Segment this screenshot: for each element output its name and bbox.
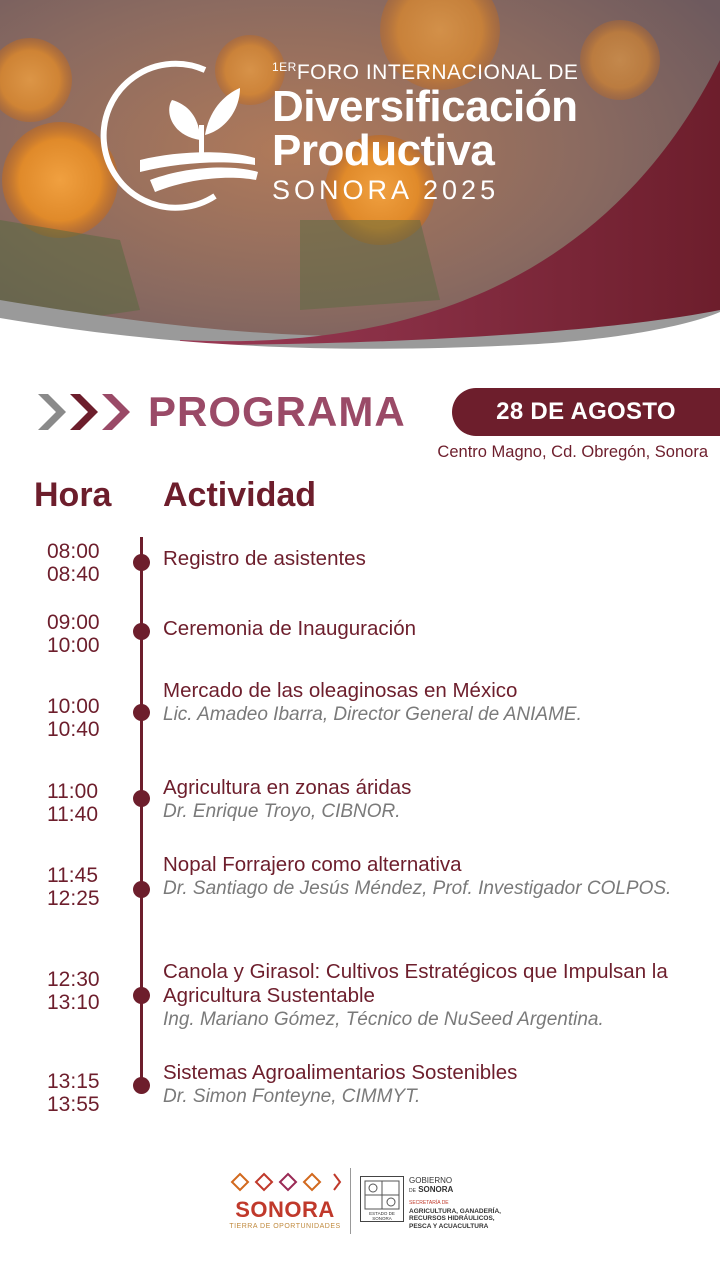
footer-logos [0, 1160, 720, 1240]
sonora-pattern-icon [226, 1172, 344, 1192]
end-time: 12:25 [47, 887, 100, 910]
secretaria-label [409, 1200, 514, 1230]
activity [163, 776, 713, 823]
time-range [47, 968, 100, 1014]
timeline-dot [133, 881, 150, 898]
activity-speaker: Ing. Mariano Gómez, Técnico de NuSeed Argentina. [163, 1009, 604, 1030]
activity [163, 617, 713, 641]
start-time: 08:00 [47, 540, 100, 563]
end-time: 11:40 [47, 803, 98, 826]
sonora-logo [226, 1172, 344, 1230]
program-heading: PROGRAMA [148, 388, 406, 435]
timeline-dot [133, 704, 150, 721]
end-time: 13:10 [47, 991, 100, 1014]
state-seal-icon [360, 1176, 404, 1222]
activity-speaker: Dr. Enrique Troyo, CIBNOR. [163, 801, 401, 822]
time-range [47, 780, 98, 826]
end-time: 10:40 [47, 718, 100, 741]
column-header-activity: Actividad [163, 476, 317, 514]
start-time: 11:45 [47, 864, 98, 887]
time-range [47, 695, 100, 741]
end-time: 08:40 [47, 563, 100, 586]
sonora-wordmark: SONORA [235, 1197, 335, 1222]
time-range [47, 864, 100, 910]
gobierno-label [409, 1176, 453, 1196]
activity [163, 547, 713, 571]
timeline-dot [133, 623, 150, 640]
secretaria-name: AGRICULTURA, GANADERÍA, RECURSOS HIDRÁULICOS, PESCA Y ACUACULTURA [409, 1207, 501, 1230]
hero-banner [0, 0, 720, 375]
activity [163, 960, 713, 1031]
activity-speaker: Lic. Amadeo Ibarra, Director General de ANIAME. [163, 704, 582, 725]
start-time: 11:00 [47, 780, 98, 803]
time-range [47, 540, 100, 586]
activity-title: Registro de asistentes [163, 547, 366, 570]
timeline-dot [133, 987, 150, 1004]
end-time: 10:00 [47, 634, 100, 657]
timeline-dot [133, 554, 150, 571]
forum-prefix: 1ER [272, 60, 297, 74]
activity-title: Canola y Girasol: Cultivos Estratégicos que Impulsan la Agricultura Sustentable [163, 960, 668, 1007]
activity-speaker: Dr. Santiago de Jesús Méndez, Prof. Investigador COLPOS. [163, 878, 672, 899]
event-title-line1: Diversificación [272, 82, 578, 131]
sonora-tagline: TIERRA DE OPORTUNIDADES [229, 1223, 341, 1230]
activity-speaker: Dr. Simon Fonteyne, CIMMYT. [163, 1086, 421, 1107]
activity [163, 679, 713, 726]
forum-line-text: FORO INTERNACIONAL DE [296, 61, 579, 84]
gobierno-sonora: SONORA [418, 1185, 454, 1194]
chevron-arrows-icon [36, 390, 136, 434]
gobierno-text: GOBIERNO [409, 1176, 453, 1185]
event-subtitle: SONORA 2025 [272, 175, 500, 205]
activity [163, 853, 713, 900]
timeline-dot [133, 790, 150, 807]
activity-title: Mercado de las oleaginosas en México [163, 679, 518, 702]
secretaria-prefix: SECRETARÍA DE [409, 1200, 449, 1206]
activity-title: Ceremonia de Inauguración [163, 617, 416, 640]
event-logo-text [272, 60, 578, 206]
activity-title: Agricultura en zonas áridas [163, 776, 412, 799]
venue-text: Centro Magno, Cd. Obregón, Sonora [437, 443, 708, 461]
activity-title: Nopal Forrajero como alternativa [163, 853, 462, 876]
activity-title: Sistemas Agroalimentarios Sostenibles [163, 1061, 518, 1084]
start-time: 10:00 [47, 695, 100, 718]
start-time: 09:00 [47, 611, 100, 634]
footer-divider [350, 1168, 351, 1234]
seal-label: ESTADO DE SONORA [369, 1211, 395, 1221]
column-header-time: Hora [34, 476, 112, 514]
time-range [47, 1070, 100, 1116]
event-title-line2: Productiva [272, 126, 495, 175]
start-time: 12:30 [47, 968, 100, 991]
activity [163, 1061, 713, 1108]
time-range [47, 611, 100, 657]
gobierno-de: DE [409, 1188, 416, 1194]
date-badge: 28 DE AGOSTO [452, 388, 720, 436]
end-time: 13:55 [47, 1093, 100, 1116]
start-time: 13:15 [47, 1070, 100, 1093]
timeline-dot [133, 1077, 150, 1094]
